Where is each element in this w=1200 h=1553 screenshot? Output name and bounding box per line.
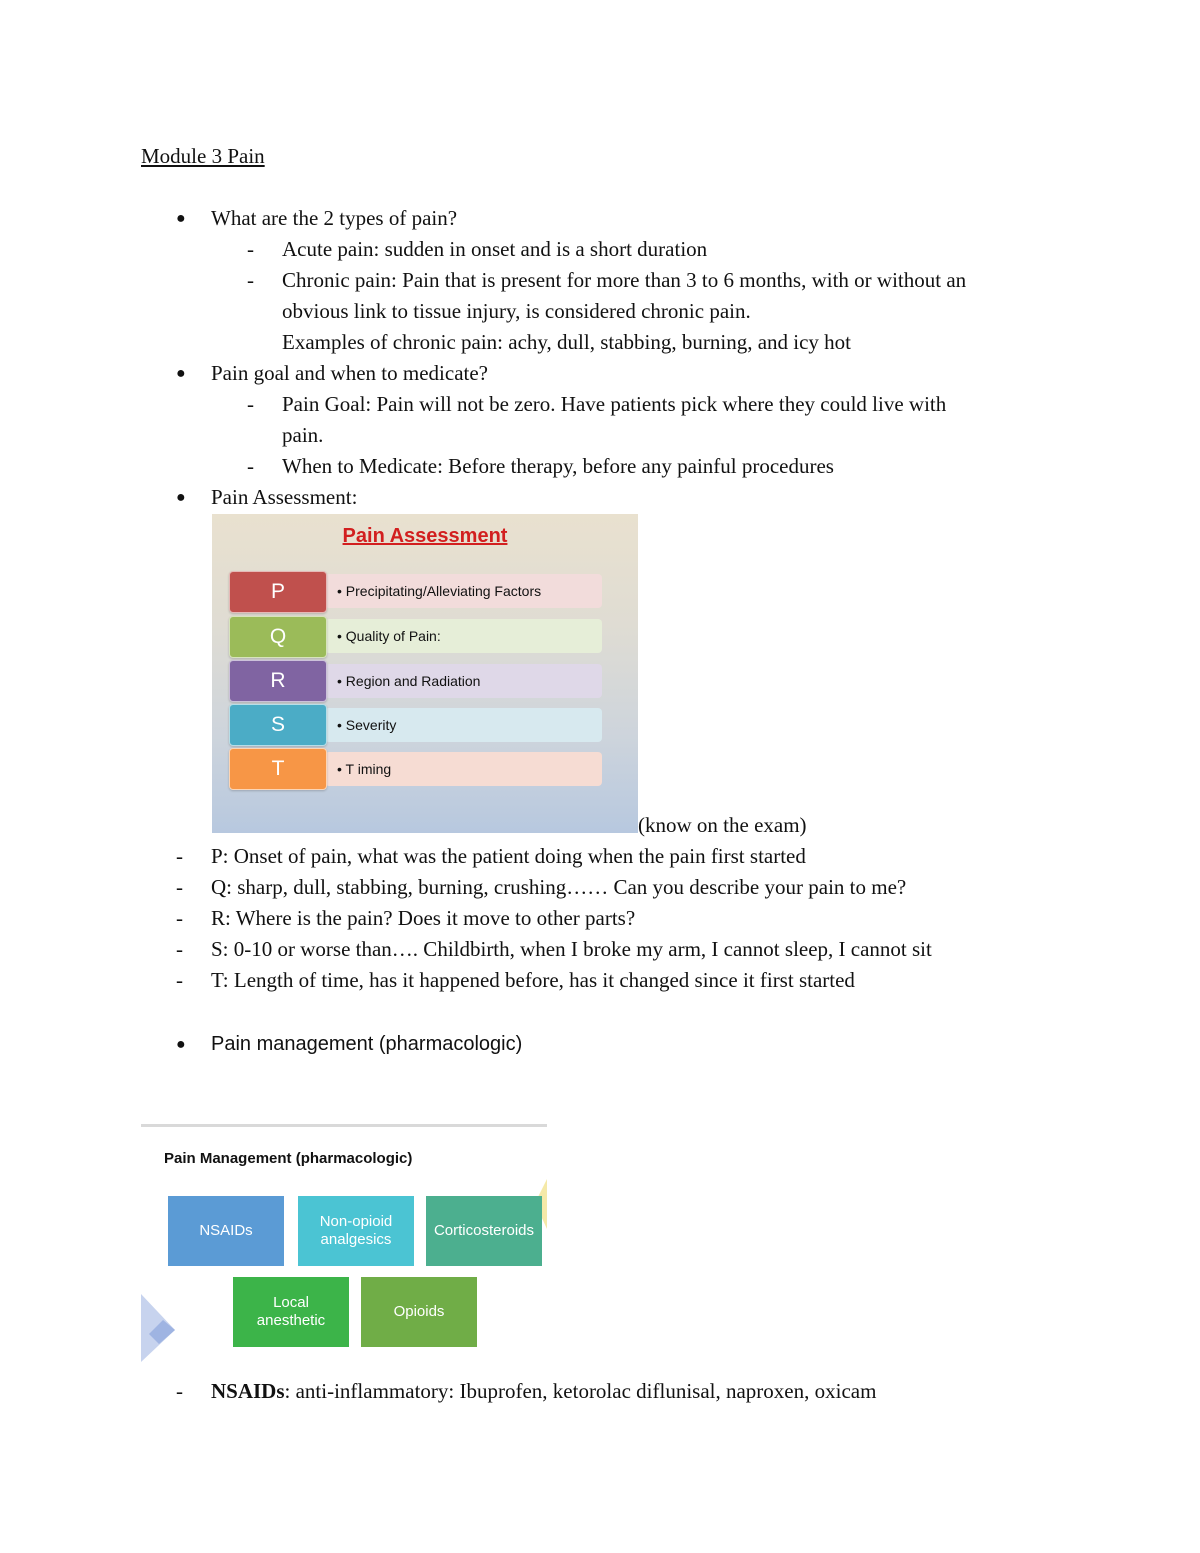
figure-title: Pain Assessment [342,525,508,547]
page-title: Module 3 Pain [141,144,265,168]
dash-marker: - [176,937,183,961]
when-to-medicate-text: When to Medicate: Before therapy, before any painful procedures [282,454,834,478]
assessment-p: P: Onset of pain, what was the patient doing when the pain first started [211,844,806,868]
assessment-t: T: Length of time, has it happened before, has it changed since it first started [211,968,855,992]
bullet-icon: ● [176,489,186,506]
dash-marker: - [176,844,183,868]
question-goal: Pain goal and when to medicate? [211,361,488,385]
assessment-r: R: Where is the pain? Does it move to other parts? [211,906,636,930]
box-local-label: Local [273,1294,309,1311]
acute-pain-text: Acute pain: sudden in onset and is a short duration [282,237,708,261]
bullet-icon: ● [176,210,186,227]
nsaids-label: NSAIDs [211,1379,285,1403]
nsaids-line [211,1376,876,1407]
pain-assessment-figure [212,514,638,833]
pqrst-label-s: • Severity [325,708,602,742]
nsaids-text: : anti-inflammatory: Ibuprofen, ketorolac diflunisal, naproxen, oxicam [284,1379,877,1403]
arrow-decoration-icon [141,1294,181,1364]
chronic-pain-examples: Examples of chronic pain: achy, dull, stabbing, burning, and icy hot [282,330,852,354]
pain-goal-text-cont: pain. [282,423,324,447]
box-corticosteroids-label: Corticosteroids [433,1222,535,1239]
bullet-icon: ● [176,365,186,382]
dash-marker: - [176,875,183,899]
figure-title: Pain Management (pharmacologic) [164,1150,413,1167]
management-heading: Pain management (pharmacologic) [211,1033,523,1055]
dash-marker: - [247,392,254,416]
exam-note: (know on the exam) [638,813,807,837]
box-opioids-label: Opioids [393,1303,445,1320]
assessment-s: S: 0-10 or worse than…. Childbirth, when I broke my arm, I cannot sleep, I cannot sit [211,937,932,961]
pain-goal-text: Pain Goal: Pain will not be zero. Have patients pick where they could live with [282,392,947,416]
pqrst-label-q: • Quality of Pain: [325,619,602,653]
pqrst-letter-s: S [229,704,327,746]
assessment-heading: Pain Assessment: [211,485,358,509]
box-corticosteroids [426,1196,542,1266]
pqrst-label-r: • Region and Radiation [325,664,602,698]
divider [141,1124,547,1127]
dash-marker: - [176,968,183,992]
box-non-opioid-label: Non-opioid [319,1213,393,1230]
box-non-opioid-label-cont: analgesics [320,1231,392,1248]
box-nsaids-label: NSAIDs [199,1222,253,1239]
dash-marker: - [176,1379,183,1403]
pqrst-label-p: • Precipitating/Alleviating Factors [325,574,602,608]
pain-management-figure [141,1124,547,1364]
pqrst-letter-r: R [229,660,327,702]
pqrst-letter-q: Q [229,616,327,658]
dash-marker: - [247,237,254,261]
dash-marker: - [247,268,254,292]
box-opioids [361,1277,477,1347]
dash-marker: - [247,454,254,478]
box-local-anesthetic [233,1277,349,1347]
box-non-opioid [298,1196,414,1266]
dash-marker: - [176,906,183,930]
pqrst-label-t: • T iming [325,752,602,786]
chronic-pain-text-cont: obvious link to tissue injury, is considered chronic pain. [282,299,751,323]
box-nsaids [168,1196,284,1266]
pqrst-letter-t: T [229,748,327,790]
assessment-q: Q: sharp, dull, stabbing, burning, crushing…… Can you describe your pain to me? [211,875,907,899]
box-local-label-cont: anesthetic [256,1312,326,1329]
bullet-icon: ● [176,1036,186,1053]
pqrst-letter-p: P [229,571,327,613]
question-types: What are the 2 types of pain? [211,206,458,230]
chronic-pain-text: Chronic pain: Pain that is present for more than 3 to 6 months, with or without an [282,268,967,292]
